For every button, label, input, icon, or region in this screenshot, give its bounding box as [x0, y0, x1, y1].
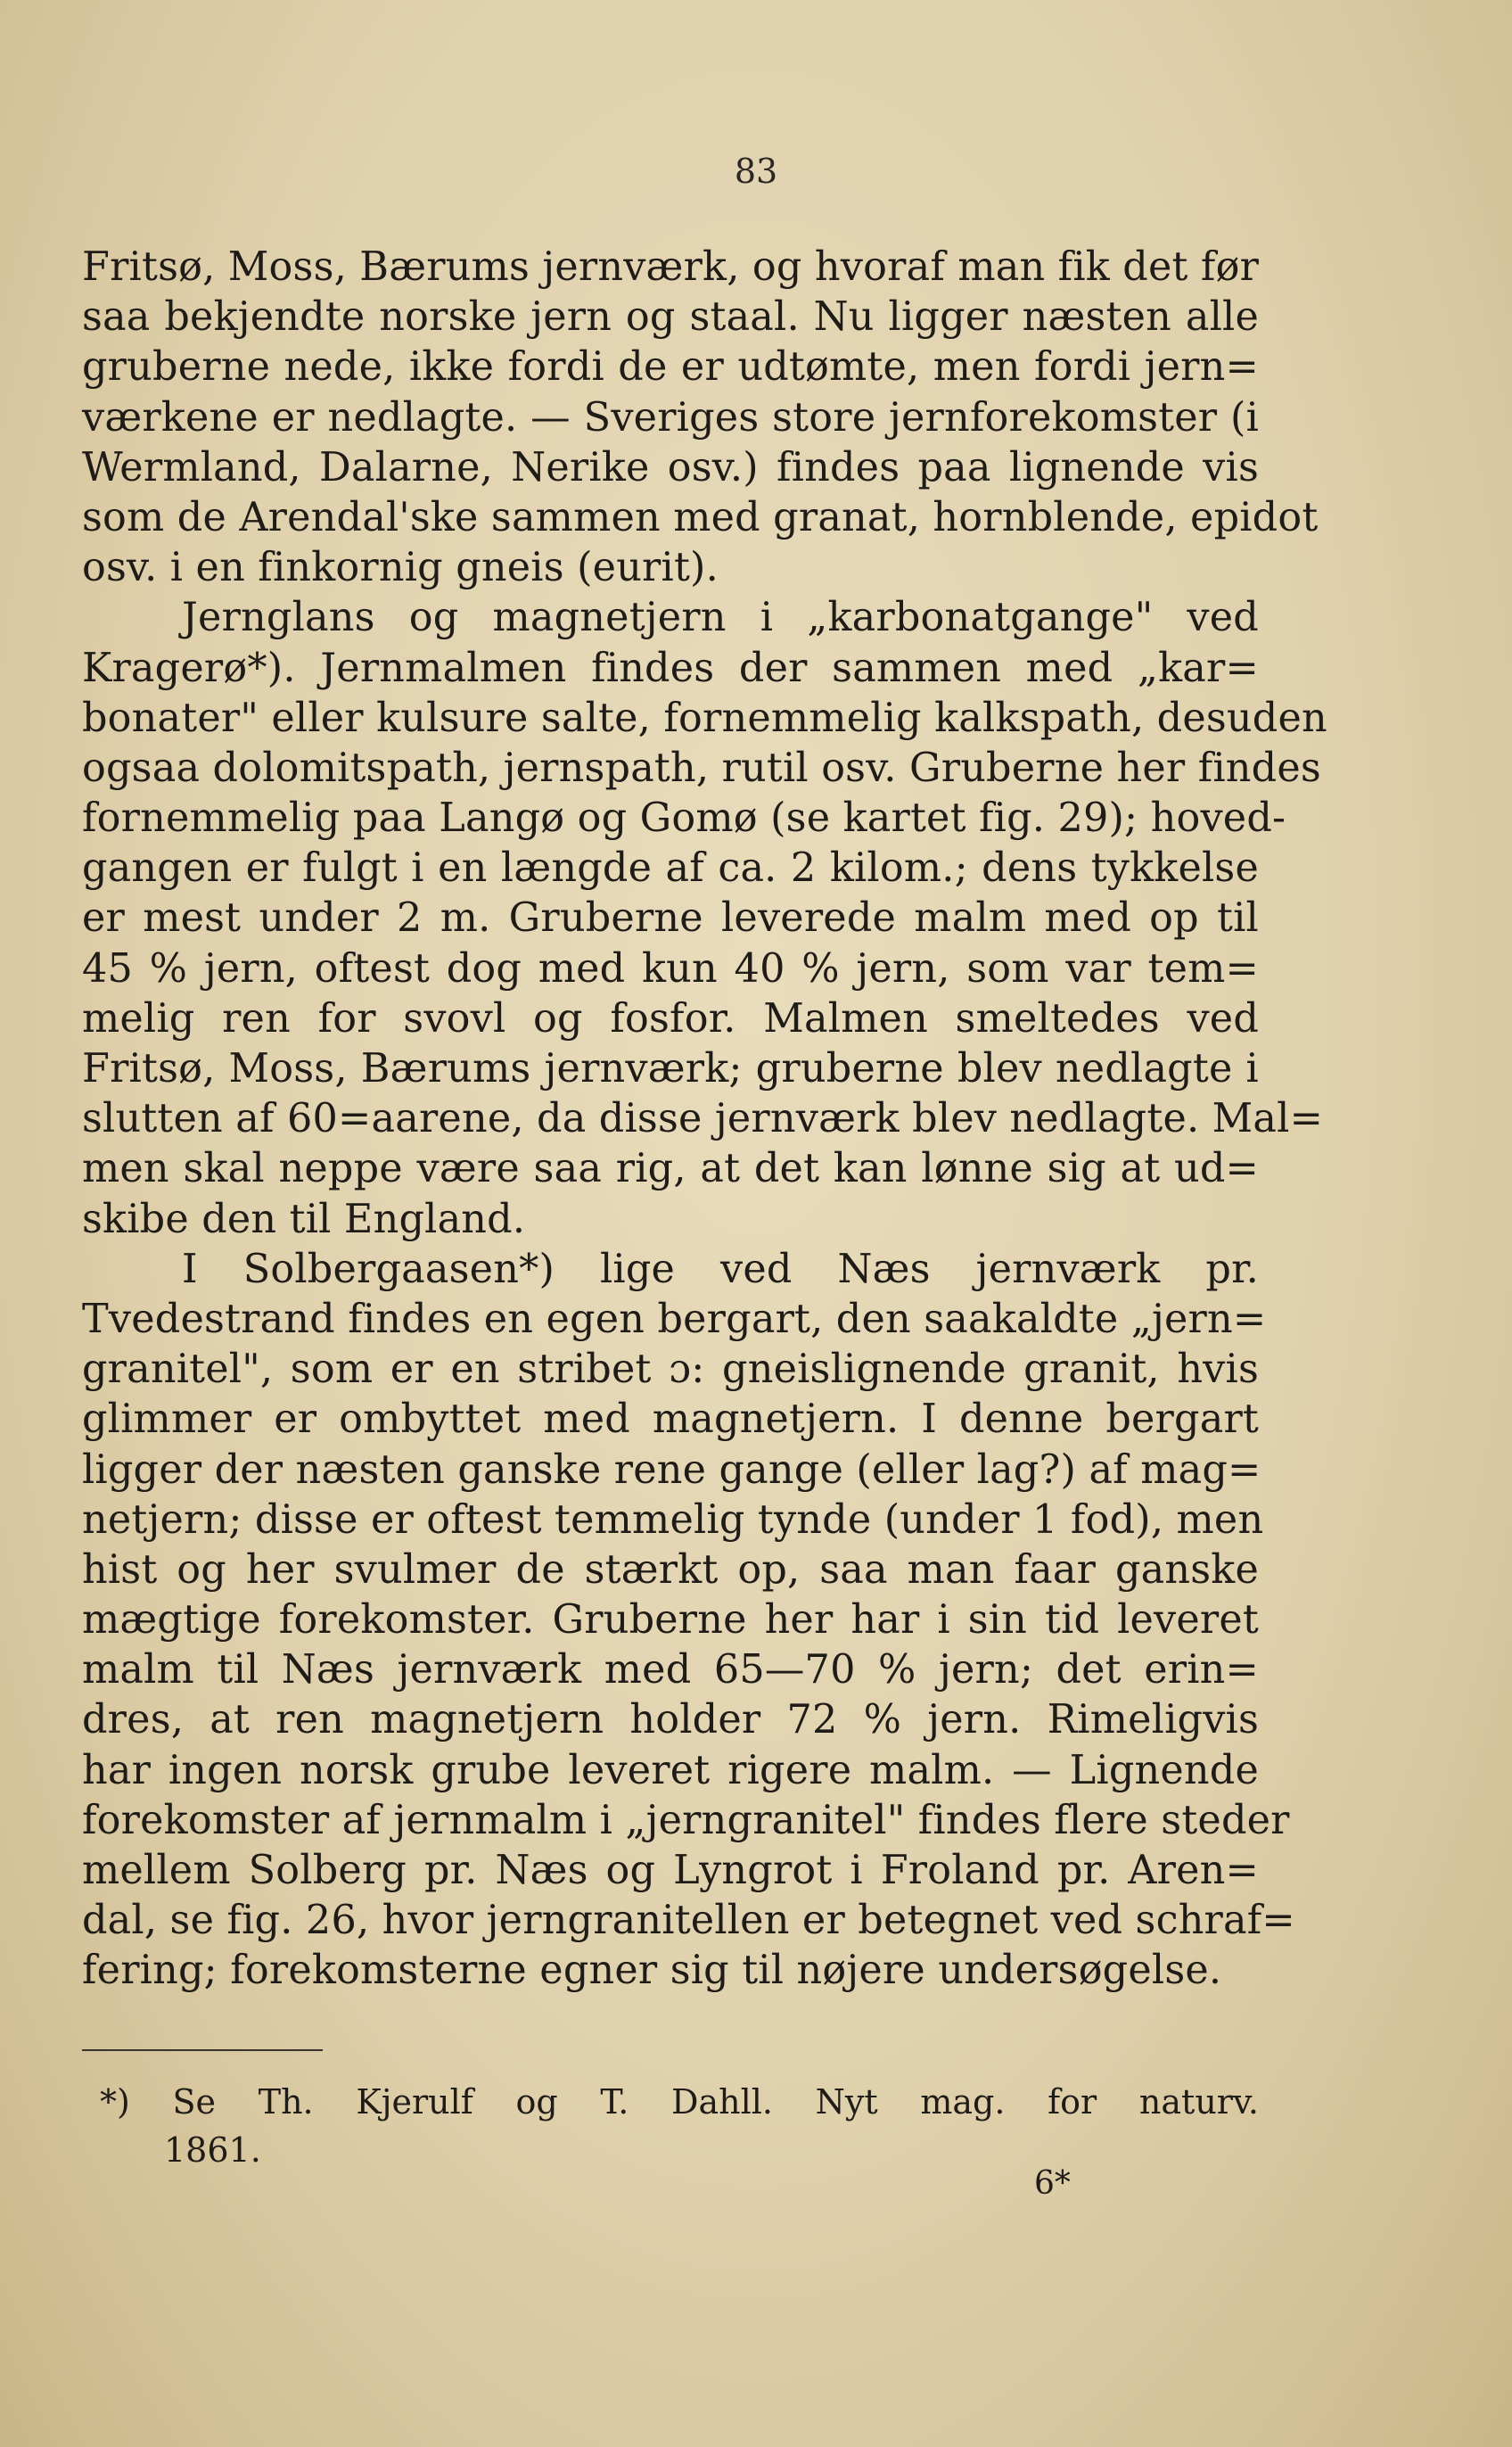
text-line: Tvedestrand findes en egen bergart, den saakaldte „jern= — [82, 1296, 1267, 1342]
text-line: I Solbergaasen*) lige ved Næs jernværk pr. — [182, 1246, 1259, 1292]
page-number: 83 — [734, 152, 778, 191]
text-line: fering; forekomsterne egner sig til nøjere undersøgelse. — [82, 1948, 1222, 1994]
text-line: osv. i en finkornig gneis (eurit). — [82, 545, 719, 591]
footnote-line: 1861. — [164, 2130, 261, 2170]
text-line: gruberne nede, ikke fordi de er udtømte, men fordi jern= — [82, 344, 1259, 391]
text-line: granitel", som er en stribet ɔ: gneislignende granit, hvis — [82, 1347, 1259, 1393]
text-line: Jernglans og magnetjern i „karbonatgange" ved — [182, 595, 1259, 641]
text-line: slutten af 60=aarene, da disse jernværk blev nedlagte. Mal= — [82, 1096, 1324, 1142]
text-line: Wermland, Dalarne, Nerike osv.) findes paa lignende vis — [82, 444, 1259, 490]
footnote — [100, 2078, 1259, 2174]
text-line: Fritsø, Moss, Bærums jernværk; gruberne blev nedlagte i — [82, 1046, 1259, 1092]
text-line: skibe den til England. — [82, 1196, 526, 1242]
text-line: glimmer er ombyttet med magnetjern. I denne bergart — [82, 1397, 1259, 1443]
text-line: hist og her svulmer de stærkt op, saa man faar ganske — [82, 1546, 1259, 1593]
footnote-line: *) Se Th. Kjerulf og T. Dahll. Nyt mag. for naturv. — [100, 2082, 1259, 2122]
text-line: fornemmelig paa Langø og Gomø (se kartet fig. 29); hoved- — [82, 795, 1286, 842]
text-line: malm til Næs jernværk med 65—70 % jern; det erin= — [82, 1647, 1259, 1693]
text-line: dres, at ren magnetjern holder 72 % jern. Rimeligvis — [82, 1697, 1259, 1743]
text-line: netjern; disse er oftest temmelig tynde (under 1 fod), men — [82, 1496, 1264, 1543]
text-line: bonater" eller kulsure salte, fornemmelig kalkspath, desuden — [82, 695, 1327, 741]
text-line: saa bekjendte norske jern og staal. Nu ligger næsten alle — [82, 294, 1259, 341]
text-line: mægtige forekomster. Gruberne her har i sin tid leveret — [82, 1597, 1259, 1644]
text-line: værkene er nedlagte. — Sveriges store jernforekomster (i — [82, 394, 1259, 441]
text-line: mellem Solberg pr. Næs og Lyngrot i Froland pr. Aren= — [82, 1848, 1259, 1893]
text-line: Fritsø, Moss, Bærums jernværk, og hvoraf man fik det før — [82, 244, 1260, 290]
text-line: melig ren for svovl og fosfor. Malmen smeltedes ved — [82, 995, 1259, 1042]
text-line: som de Arendal'ske sammen med granat, hornblende, epidot — [82, 494, 1319, 540]
text-line: 45 % jern, oftest dog med kun 40 % jern, som var tem= — [82, 945, 1259, 992]
text-line: gangen er fulgt i en længde af ca. 2 kilom.; dens tykkelse — [82, 845, 1259, 892]
text-line: har ingen norsk grube leveret rigere malm. — Lignende — [82, 1747, 1259, 1793]
text-line: forekomster af jernmalm i „jerngranitel" findes flere steder — [82, 1797, 1290, 1843]
text-line: Kragerø*). Jernmalmen findes der sammen med „kar= — [82, 645, 1259, 691]
text-line: er mest under 2 m. Gruberne leverede malm med op til — [82, 895, 1259, 942]
text-line: men skal neppe være saa rig, at det kan lønne sig at ud= — [82, 1146, 1259, 1192]
text-line: ogsaa dolomitspath, jernspath, rutil osv. Gruberne her findes — [82, 745, 1321, 791]
signature-mark: 6* — [1034, 2165, 1071, 2202]
body-text — [82, 243, 1327, 1997]
text-line: dal, se fig. 26, hvor jerngranitellen er betegnet ved schraf= — [82, 1898, 1295, 1944]
footnote-divider — [82, 2049, 323, 2051]
text-line: ligger der næsten ganske rene gange (eller lag?) af mag= — [82, 1446, 1261, 1493]
